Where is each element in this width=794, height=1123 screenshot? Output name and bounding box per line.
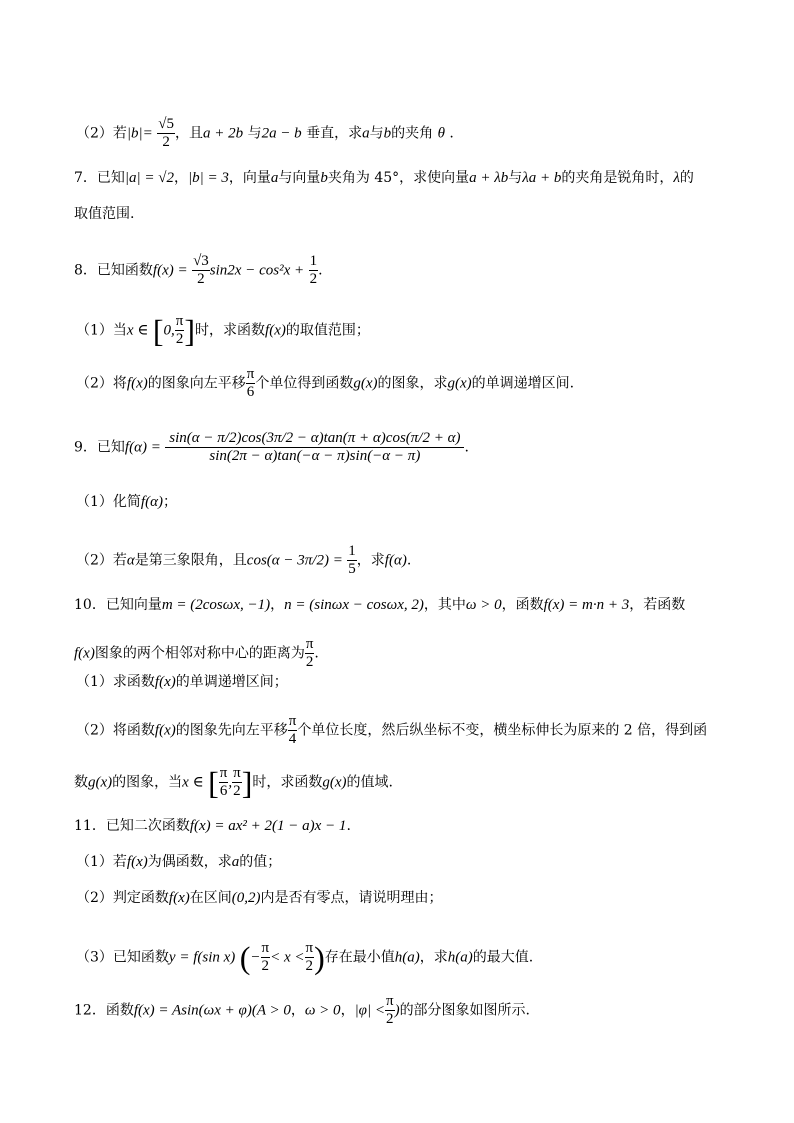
q6-part2: （2）若|b|= $\frac{√5}{2}$ ，且a + 2b 与2a − b 垂直，求a与b的夹角 θ . xyxy=(76,116,454,150)
question-10-part2: （2）将函数f(x)的图象先向左平移 $\frac{\pi}{4}$ 个单位长度，然后纵坐标不变，横坐标伸长为原来的 2 倍，得到函 xyxy=(76,713,708,747)
fraction-sqrt5-over-2: $\frac{√5}{2}$ xyxy=(158,116,174,150)
question-7: 7．已知|a| = √2，|b| = 3，向量a与向量b夹角为 45°，求使向量a + λb与λa + b的夹角是锐角时，λ的 xyxy=(74,170,694,186)
question-12: 12．函数f(x) = Asin(ωx + φ)(A > 0，ω > 0，|φ| < $\frac{\pi}{2}$ )的部分图象如图所示. xyxy=(74,993,531,1027)
question-8: 8．已知函数f(x) = $\frac{√3}{2}$ sin2x − cos²x + $\frac{1}{2}$ . xyxy=(74,253,323,287)
question-11-part1: （1）若f(x)为偶函数，求a的值； xyxy=(76,854,282,870)
question-8-part1: （1）当x ∈ [0, $\frac{\pi}{2}$ ]时，求函数f(x)的取值范围； xyxy=(76,312,370,349)
question-9-part1: （1）化简f(α)； xyxy=(76,494,177,510)
question-10-line5: 数g(x)的图象，当x ∈ [ $\frac{\pi}{6}$ , $\frac{\pi}{2}$ ]时，求函数g(x)的值域. xyxy=(74,764,393,801)
question-9-part2: （2）若α是第三象限角，且cos(α − 3π/2) = $\frac{1}{5}$ ，求f(α). xyxy=(76,543,412,577)
question-7-line2: 取值范围. xyxy=(74,206,135,222)
question-10: 10．已知向量m = (2cosωx, −1)，n = (sinωx − cosωx, 2)，其中ω > 0，函数f(x) = m·n + 3，若函数 xyxy=(74,597,686,613)
norm-b: |b|= xyxy=(126,125,153,142)
question-11-part3: （3）已知函数y = f(sin x) (− $\frac{\pi}{2}$ < x < $\frac{\pi}{2}$ )存在最小值h(a)，求h(a)的最大值. xyxy=(76,939,534,976)
question-9: 9．已知f(α) = $\frac{\sin(\alpha - \pi/2)\cos(3\pi/2 - \alpha)\tan(\pi + \alpha)\cos(\pi/2 + \alpha)}{\sin(2\pi - \alpha)\tan(-\alpha - \pi)\sin(-\alpha - \pi)}$ . xyxy=(74,430,469,464)
question-11: 11．已知二次函数f(x) = ax² + 2(1 − a)x − 1. xyxy=(74,818,351,834)
question-11-part2: （2）判定函数f(x)在区间(0,2)内是否有零点，请说明理由； xyxy=(76,890,443,906)
question-8-part2: （2）将f(x)的图象向左平移 $\frac{\pi}{6}$ 个单位得到函数g(x)的图象，求g(x)的单调递增区间. xyxy=(76,366,575,400)
question-10-line2: f(x)图象的两个相邻对称中心的距离为 $\frac{\pi}{2}$ . xyxy=(74,636,319,670)
big-fraction: $\frac{\sin(\alpha - \pi/2)\cos(3\pi/2 - \alpha)\tan(\pi + \alpha)\cos(\pi/2 + \alpha)}{\sin(2\pi - \alpha)\tan(-\alpha - \pi)\sin(-\alpha - \pi)}$ xyxy=(165,430,464,465)
question-10-part1: （1）求函数f(x)的单调递增区间； xyxy=(76,674,288,690)
